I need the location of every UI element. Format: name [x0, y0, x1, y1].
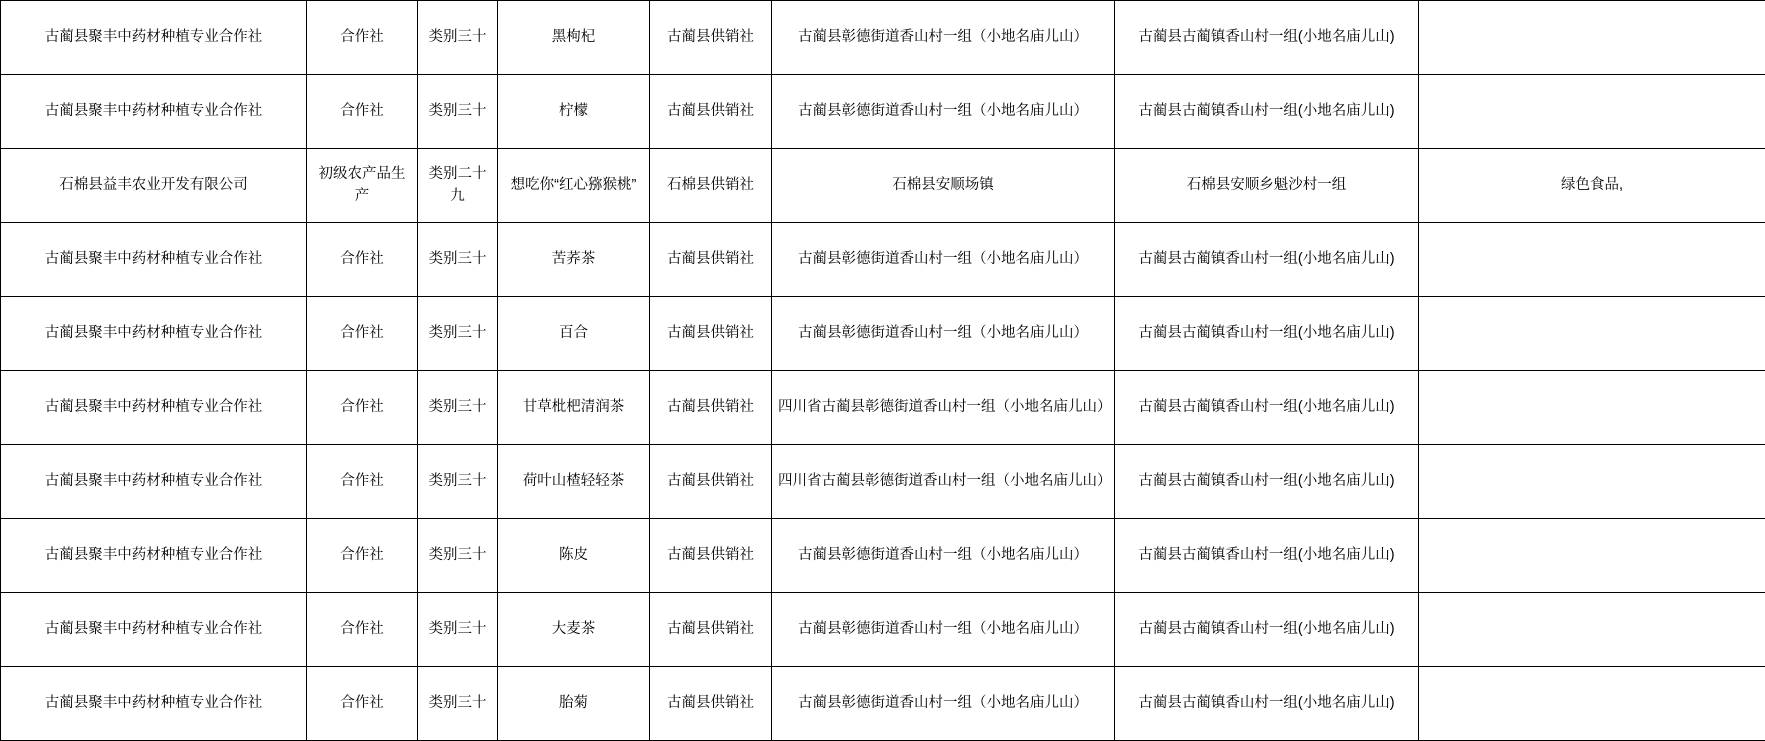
cell-subject-name[interactable]: 古蔺县聚丰中药材种植专业合作社 — [1, 519, 307, 593]
cell-recommender[interactable]: 古蔺县供销社 — [650, 75, 772, 149]
cell-subject-address[interactable]: 石棉县安顺乡魁沙村一组 — [1115, 149, 1419, 223]
cell-subject-name[interactable]: 石棉县益丰农业开发有限公司 — [1, 149, 307, 223]
cell-subject-name[interactable]: 古蔺县聚丰中药材种植专业合作社 — [1, 593, 307, 667]
cell-subject-name[interactable]: 古蔺县聚丰中药材种植专业合作社 — [1, 223, 307, 297]
cell-category[interactable]: 类别三十 — [418, 667, 498, 741]
cell-remark[interactable] — [1419, 445, 1765, 519]
cell-recommender[interactable]: 石棉县供销社 — [650, 149, 772, 223]
cell-remark[interactable] — [1419, 667, 1765, 741]
cell-product[interactable]: 陈皮 — [498, 519, 650, 593]
cell-product[interactable]: 黑枸杞 — [498, 1, 650, 75]
cell-subject-address[interactable]: 古蔺县古蔺镇香山村一组(小地名庙儿山) — [1115, 593, 1419, 667]
table-row[interactable] — [1, 593, 1765, 667]
cell-production-address[interactable]: 古蔺县彰德街道香山村一组（小地名庙儿山） — [772, 297, 1115, 371]
cell-production-address[interactable]: 古蔺县彰德街道香山村一组（小地名庙儿山） — [772, 1, 1115, 75]
cell-recommender[interactable]: 古蔺县供销社 — [650, 593, 772, 667]
cell-subject-name[interactable]: 古蔺县聚丰中药材种植专业合作社 — [1, 1, 307, 75]
cell-remark[interactable] — [1419, 75, 1765, 149]
cell-production-address[interactable]: 四川省古蔺县彰德街道香山村一组（小地名庙儿山） — [772, 445, 1115, 519]
cell-subject-type[interactable]: 合作社 — [307, 593, 418, 667]
cell-recommender[interactable]: 古蔺县供销社 — [650, 1, 772, 75]
cell-remark[interactable] — [1419, 371, 1765, 445]
cell-subject-type[interactable]: 合作社 — [307, 667, 418, 741]
cell-recommender[interactable]: 古蔺县供销社 — [650, 667, 772, 741]
table-body — [1, 1, 1765, 741]
cell-subject-address[interactable]: 古蔺县古蔺镇香山村一组(小地名庙儿山) — [1115, 371, 1419, 445]
cell-product[interactable]: 甘草枇杷清润茶 — [498, 371, 650, 445]
cell-product[interactable]: 苦荞茶 — [498, 223, 650, 297]
cell-subject-type[interactable]: 合作社 — [307, 1, 418, 75]
cell-category[interactable]: 类别三十 — [418, 593, 498, 667]
cell-subject-name[interactable]: 古蔺县聚丰中药材种植专业合作社 — [1, 75, 307, 149]
cell-category[interactable]: 类别三十 — [418, 223, 498, 297]
cell-category[interactable]: 类别三十 — [418, 445, 498, 519]
cell-recommender[interactable]: 古蔺县供销社 — [650, 297, 772, 371]
cell-subject-name[interactable]: 古蔺县聚丰中药材种植专业合作社 — [1, 297, 307, 371]
cell-remark[interactable] — [1419, 297, 1765, 371]
cell-production-address[interactable]: 四川省古蔺县彰德街道香山村一组（小地名庙儿山） — [772, 371, 1115, 445]
cell-product[interactable]: 想吃你“红心猕猴桃” — [498, 149, 650, 223]
cell-subject-type[interactable]: 合作社 — [307, 371, 418, 445]
table-row[interactable] — [1, 297, 1765, 371]
cell-subject-name[interactable]: 古蔺县聚丰中药材种植专业合作社 — [1, 667, 307, 741]
cell-product[interactable]: 大麦茶 — [498, 593, 650, 667]
cell-recommender[interactable]: 古蔺县供销社 — [650, 445, 772, 519]
cell-subject-address[interactable]: 古蔺县古蔺镇香山村一组(小地名庙儿山) — [1115, 1, 1419, 75]
cell-product[interactable]: 荷叶山楂轻轻茶 — [498, 445, 650, 519]
cell-remark[interactable] — [1419, 223, 1765, 297]
cell-product[interactable]: 百合 — [498, 297, 650, 371]
cell-category[interactable]: 类别三十 — [418, 297, 498, 371]
cell-remark[interactable] — [1419, 593, 1765, 667]
cell-subject-address[interactable]: 古蔺县古蔺镇香山村一组(小地名庙儿山) — [1115, 297, 1419, 371]
cell-production-address[interactable]: 古蔺县彰德街道香山村一组（小地名庙儿山） — [772, 519, 1115, 593]
table-row[interactable] — [1, 445, 1765, 519]
cell-subject-name[interactable]: 古蔺县聚丰中药材种植专业合作社 — [1, 445, 307, 519]
cell-subject-type[interactable]: 合作社 — [307, 223, 418, 297]
cell-subject-address[interactable]: 古蔺县古蔺镇香山村一组(小地名庙儿山) — [1115, 445, 1419, 519]
cell-production-address[interactable]: 古蔺县彰德街道香山村一组（小地名庙儿山） — [772, 667, 1115, 741]
cell-product[interactable]: 胎菊 — [498, 667, 650, 741]
cell-subject-type[interactable]: 初级农产品生产 — [307, 149, 418, 223]
cell-recommender[interactable]: 古蔺县供销社 — [650, 519, 772, 593]
cell-product[interactable]: 柠檬 — [498, 75, 650, 149]
cell-subject-address[interactable]: 古蔺县古蔺镇香山村一组(小地名庙儿山) — [1115, 223, 1419, 297]
cell-production-address[interactable]: 古蔺县彰德街道香山村一组（小地名庙儿山） — [772, 223, 1115, 297]
table-row[interactable] — [1, 75, 1765, 149]
table-row[interactable] — [1, 223, 1765, 297]
cell-category[interactable]: 类别三十 — [418, 519, 498, 593]
table-row[interactable] — [1, 1, 1765, 75]
cell-category[interactable]: 类别三十 — [418, 371, 498, 445]
cell-subject-name[interactable]: 古蔺县聚丰中药材种植专业合作社 — [1, 371, 307, 445]
cell-category[interactable]: 类别二十九 — [418, 149, 498, 223]
table-row[interactable] — [1, 667, 1765, 741]
cell-production-address[interactable]: 古蔺县彰德街道香山村一组（小地名庙儿山） — [772, 593, 1115, 667]
cell-subject-type[interactable]: 合作社 — [307, 445, 418, 519]
cell-remark[interactable] — [1419, 1, 1765, 75]
cell-production-address[interactable]: 石棉县安顺场镇 — [772, 149, 1115, 223]
cell-subject-type[interactable]: 合作社 — [307, 297, 418, 371]
cell-subject-address[interactable]: 古蔺县古蔺镇香山村一组(小地名庙儿山) — [1115, 75, 1419, 149]
cell-remark[interactable] — [1419, 519, 1765, 593]
table-row[interactable] — [1, 371, 1765, 445]
cell-subject-address[interactable]: 古蔺县古蔺镇香山村一组(小地名庙儿山) — [1115, 667, 1419, 741]
cell-remark[interactable]: 绿色食品, — [1419, 149, 1765, 223]
cell-production-address[interactable]: 古蔺县彰德街道香山村一组（小地名庙儿山） — [772, 75, 1115, 149]
cell-category[interactable]: 类别三十 — [418, 1, 498, 75]
cell-recommender[interactable]: 古蔺县供销社 — [650, 223, 772, 297]
cell-recommender[interactable]: 古蔺县供销社 — [650, 371, 772, 445]
table-row[interactable] — [1, 149, 1765, 223]
cell-subject-type[interactable]: 合作社 — [307, 519, 418, 593]
cell-category[interactable]: 类别三十 — [418, 75, 498, 149]
cell-subject-type[interactable]: 合作社 — [307, 75, 418, 149]
table-row[interactable] — [1, 519, 1765, 593]
cell-subject-address[interactable]: 古蔺县古蔺镇香山村一组(小地名庙儿山) — [1115, 519, 1419, 593]
